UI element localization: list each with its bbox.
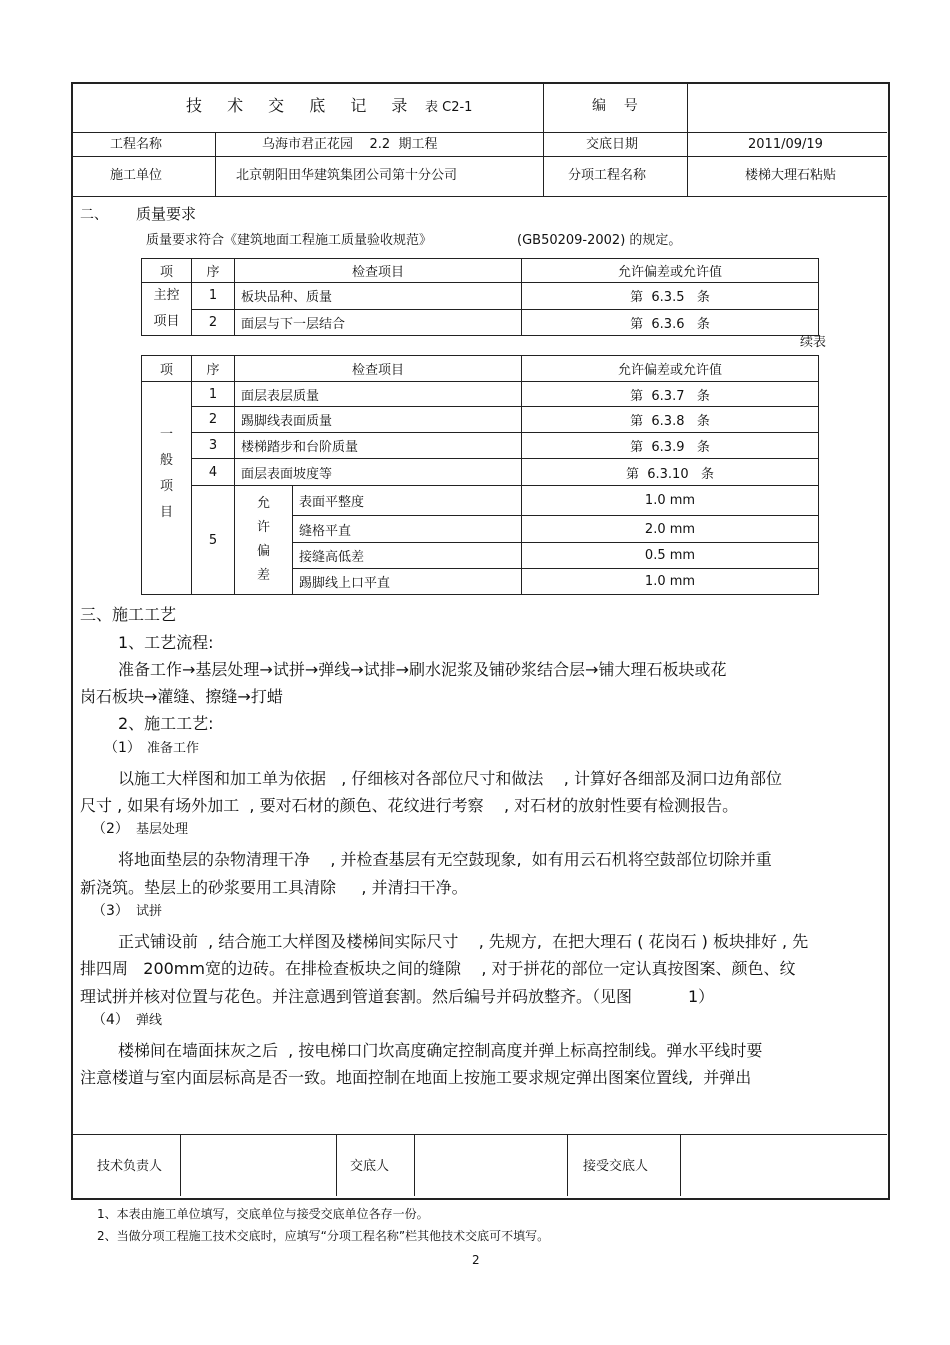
general-items-table xyxy=(141,355,819,595)
main-row-1-value: 第 6.3.5 条 xyxy=(522,283,819,310)
header-rule-1 xyxy=(72,132,887,133)
main-control-group xyxy=(142,283,192,336)
date-label: 交底日期 xyxy=(586,137,639,152)
general-row-1-item: 面层表层质量 xyxy=(235,382,522,407)
general-row-3-seq: 3 xyxy=(192,433,235,459)
tech-lead-label: 技术负责人 xyxy=(97,1159,163,1174)
header-divider-a xyxy=(215,132,216,196)
tolerance-row-1-item: 表面平整度 xyxy=(293,486,522,516)
process-heading: 三、施工工艺 xyxy=(80,605,177,624)
tolerance-row-3-item: 接缝高低差 xyxy=(293,543,522,569)
tolerance-row-1-value: 1.0 mm xyxy=(522,486,819,516)
form-title: 技 术 交 底 记 录 xyxy=(186,96,418,115)
general-row-4-seq: 4 xyxy=(192,459,235,486)
col-header-value: 允许偏差或允许值 xyxy=(522,259,819,283)
tolerance-label xyxy=(235,486,293,595)
signature-divider-3 xyxy=(414,1134,415,1196)
discloser-label: 交底人 xyxy=(350,1159,390,1174)
step-4-line-2: 注意楼道与室内面层标高是否一致。地面控制在地面上按施工要求规定弹出图案位置线, 并弹出 xyxy=(80,1068,752,1087)
step-3-line-3: 理试拼并核对位置与花色。并注意遇到管道套割。然后编号并码放整齐。（见图 1） xyxy=(80,987,715,1006)
general-row-1-value: 第 6.3.7 条 xyxy=(522,382,819,407)
step-3-line-2: 排四周 200mm宽的边砖。在排检查板块之间的缝隙 , 对于拼花的部位一定认真按图案、颜色、纹 xyxy=(80,959,796,978)
tolerance-row-3-value: 0.5 mm xyxy=(522,543,819,569)
col-header-value-2: 允许偏差或允许值 xyxy=(522,356,819,382)
main-row-1-item: 板块品种、质量 xyxy=(235,283,522,310)
step-4-num: （4） xyxy=(92,1012,129,1028)
signature-divider-2 xyxy=(336,1134,337,1196)
general-row-2-item: 踢脚线表面质量 xyxy=(235,407,522,433)
col-header-seq-2: 序 xyxy=(192,356,235,382)
contractor-value: 北京朝阳田华建筑集团公司第十分公司 xyxy=(236,168,458,183)
tolerance-row-2-item: 缝格平直 xyxy=(293,516,522,543)
tolerance-row-2-value: 2.0 mm xyxy=(522,516,819,543)
step-4-title: 弹线 xyxy=(136,1013,163,1028)
footnote-1: 1、本表由施工单位填写，交底单位与接受交底单位各存一份。 xyxy=(97,1207,429,1221)
tolerance-label-2: 许 xyxy=(256,520,270,535)
general-row-2-seq: 2 xyxy=(192,407,235,433)
date-value: 2011/09/19 xyxy=(748,137,823,152)
col-header-item: 检查项目 xyxy=(235,259,522,283)
header-divider-b xyxy=(543,82,544,196)
quality-intro: 质量要求符合《建筑地面工程施工质量验收规范》 xyxy=(146,233,433,248)
signature-rule xyxy=(72,1134,887,1135)
tolerance-label-4: 差 xyxy=(256,568,270,583)
general-group xyxy=(142,382,192,595)
continued-label: 续表 xyxy=(800,335,827,350)
receiver-label: 接受交底人 xyxy=(583,1159,649,1174)
general-row-3-item: 楼梯踏步和台阶质量 xyxy=(235,433,522,459)
subproject-label: 分项工程名称 xyxy=(568,168,647,183)
form-code: 表 C2-1 xyxy=(425,100,473,115)
step-1-num: （1） xyxy=(104,740,141,756)
step-2-num: （2） xyxy=(92,821,129,837)
header-divider-c xyxy=(687,82,688,196)
general-row-1-seq: 1 xyxy=(192,382,235,407)
receiver-signature-field[interactable] xyxy=(682,1136,884,1194)
step-2-line-2: 新浇筑。垫层上的砂浆要用工具清除 , 并清扫干净。 xyxy=(80,878,468,897)
project-name-value: 乌海市君正花园 2.2 期工程 xyxy=(262,137,438,152)
contractor-label: 施工单位 xyxy=(110,168,163,183)
tolerance-row-4-item: 踢脚线上口平直 xyxy=(293,569,522,595)
quality-heading: 质量要求 xyxy=(136,205,197,223)
general-row-4-item: 面层表面坡度等 xyxy=(235,459,522,486)
general-row-2-value: 第 6.3.8 条 xyxy=(522,407,819,433)
general-label-3: 项 xyxy=(159,479,173,494)
signature-divider-1 xyxy=(180,1134,181,1196)
main-control-label-2: 项目 xyxy=(153,314,180,329)
step-3-title: 试拼 xyxy=(136,904,163,919)
step-1-title: 准备工作 xyxy=(147,741,200,756)
header-rule-2 xyxy=(72,156,887,157)
main-row-1-seq: 1 xyxy=(192,283,235,310)
step-1-line-1: 以施工大样图和加工单为依据 , 仔细核对各部位尺寸和做法 , 计算好各细部及洞口边角部位 xyxy=(118,769,782,788)
step-2-line-1: 将地面垫层的杂物清理干净 , 并检查基层有无空鼓现象, 如有用云石机将空鼓部位切除并重 xyxy=(118,850,772,869)
col-header-category: 项 xyxy=(142,259,192,283)
flow-line-1: 准备工作→基层处理→试拼→弹线→试排→刷水泥浆及铺砂浆结合层→铺大理石板块或花 xyxy=(118,660,727,679)
tolerance-label-1: 允 xyxy=(256,496,270,511)
flow-line-2: 岗石板块→灌缝、擦缝→打蜡 xyxy=(80,687,283,706)
signature-divider-4 xyxy=(567,1134,568,1196)
step-3-line-1: 正式铺设前 , 结合施工大样图及楼梯间实际尺寸 , 先规方, 在把大理石 ( 花岗石 ) 板块排好 , 先 xyxy=(118,932,809,951)
main-row-2-value: 第 6.3.6 条 xyxy=(522,309,819,336)
general-label-1: 一 xyxy=(159,427,173,442)
general-row-4-value: 第 6.3.10 条 xyxy=(522,459,819,486)
general-label-4: 目 xyxy=(159,505,173,520)
flow-title: 1、工艺流程: xyxy=(118,633,214,652)
quality-heading-num: 二、 xyxy=(80,207,108,223)
project-name-label: 工程名称 xyxy=(110,137,163,152)
main-row-2-seq: 2 xyxy=(192,309,235,336)
tech-lead-signature-field[interactable] xyxy=(182,1136,334,1194)
page-number: 2 xyxy=(472,1253,480,1267)
signature-divider-5 xyxy=(680,1134,681,1196)
step-2-title: 基层处理 xyxy=(136,822,189,837)
general-row-3-value: 第 6.3.9 条 xyxy=(522,433,819,459)
footnote-2: 2、当做分项工程施工技术交底时，应填写“分项工程名称”栏其他技术交底可不填写。 xyxy=(97,1229,550,1243)
tolerance-label-3: 偏 xyxy=(256,544,270,559)
discloser-signature-field[interactable] xyxy=(416,1136,565,1194)
step-3-num: （3） xyxy=(92,903,129,919)
tolerance-row-4-value: 1.0 mm xyxy=(522,569,819,595)
step-1-line-2: 尺寸 , 如果有场外加工 , 要对石材的颜色、花纹进行考察 , 对石材的放射性要有检测报告。 xyxy=(80,796,739,815)
craft-title: 2、施工工艺: xyxy=(118,714,214,733)
tolerance-seq: 5 xyxy=(192,486,235,595)
main-control-table xyxy=(141,258,819,336)
col-header-item-2: 检查项目 xyxy=(235,356,522,382)
subproject-value: 楼梯大理石粘贴 xyxy=(745,168,837,183)
main-control-label-1: 主控 xyxy=(153,288,180,303)
step-4-line-1: 楼梯间在墙面抹灰之后 , 按电梯口门坎高度确定控制高度并弹上标高控制线。弹水平线时要 xyxy=(118,1041,763,1060)
number-label: 编 号 xyxy=(592,98,638,114)
col-header-category-2: 项 xyxy=(142,356,192,382)
col-header-seq: 序 xyxy=(192,259,235,283)
header-rule-3 xyxy=(72,196,887,197)
main-row-2-item: 面层与下一层结合 xyxy=(235,309,522,336)
general-label-2: 般 xyxy=(159,453,173,468)
quality-intro-standard: (GB50209-2002) 的规定。 xyxy=(517,233,682,248)
